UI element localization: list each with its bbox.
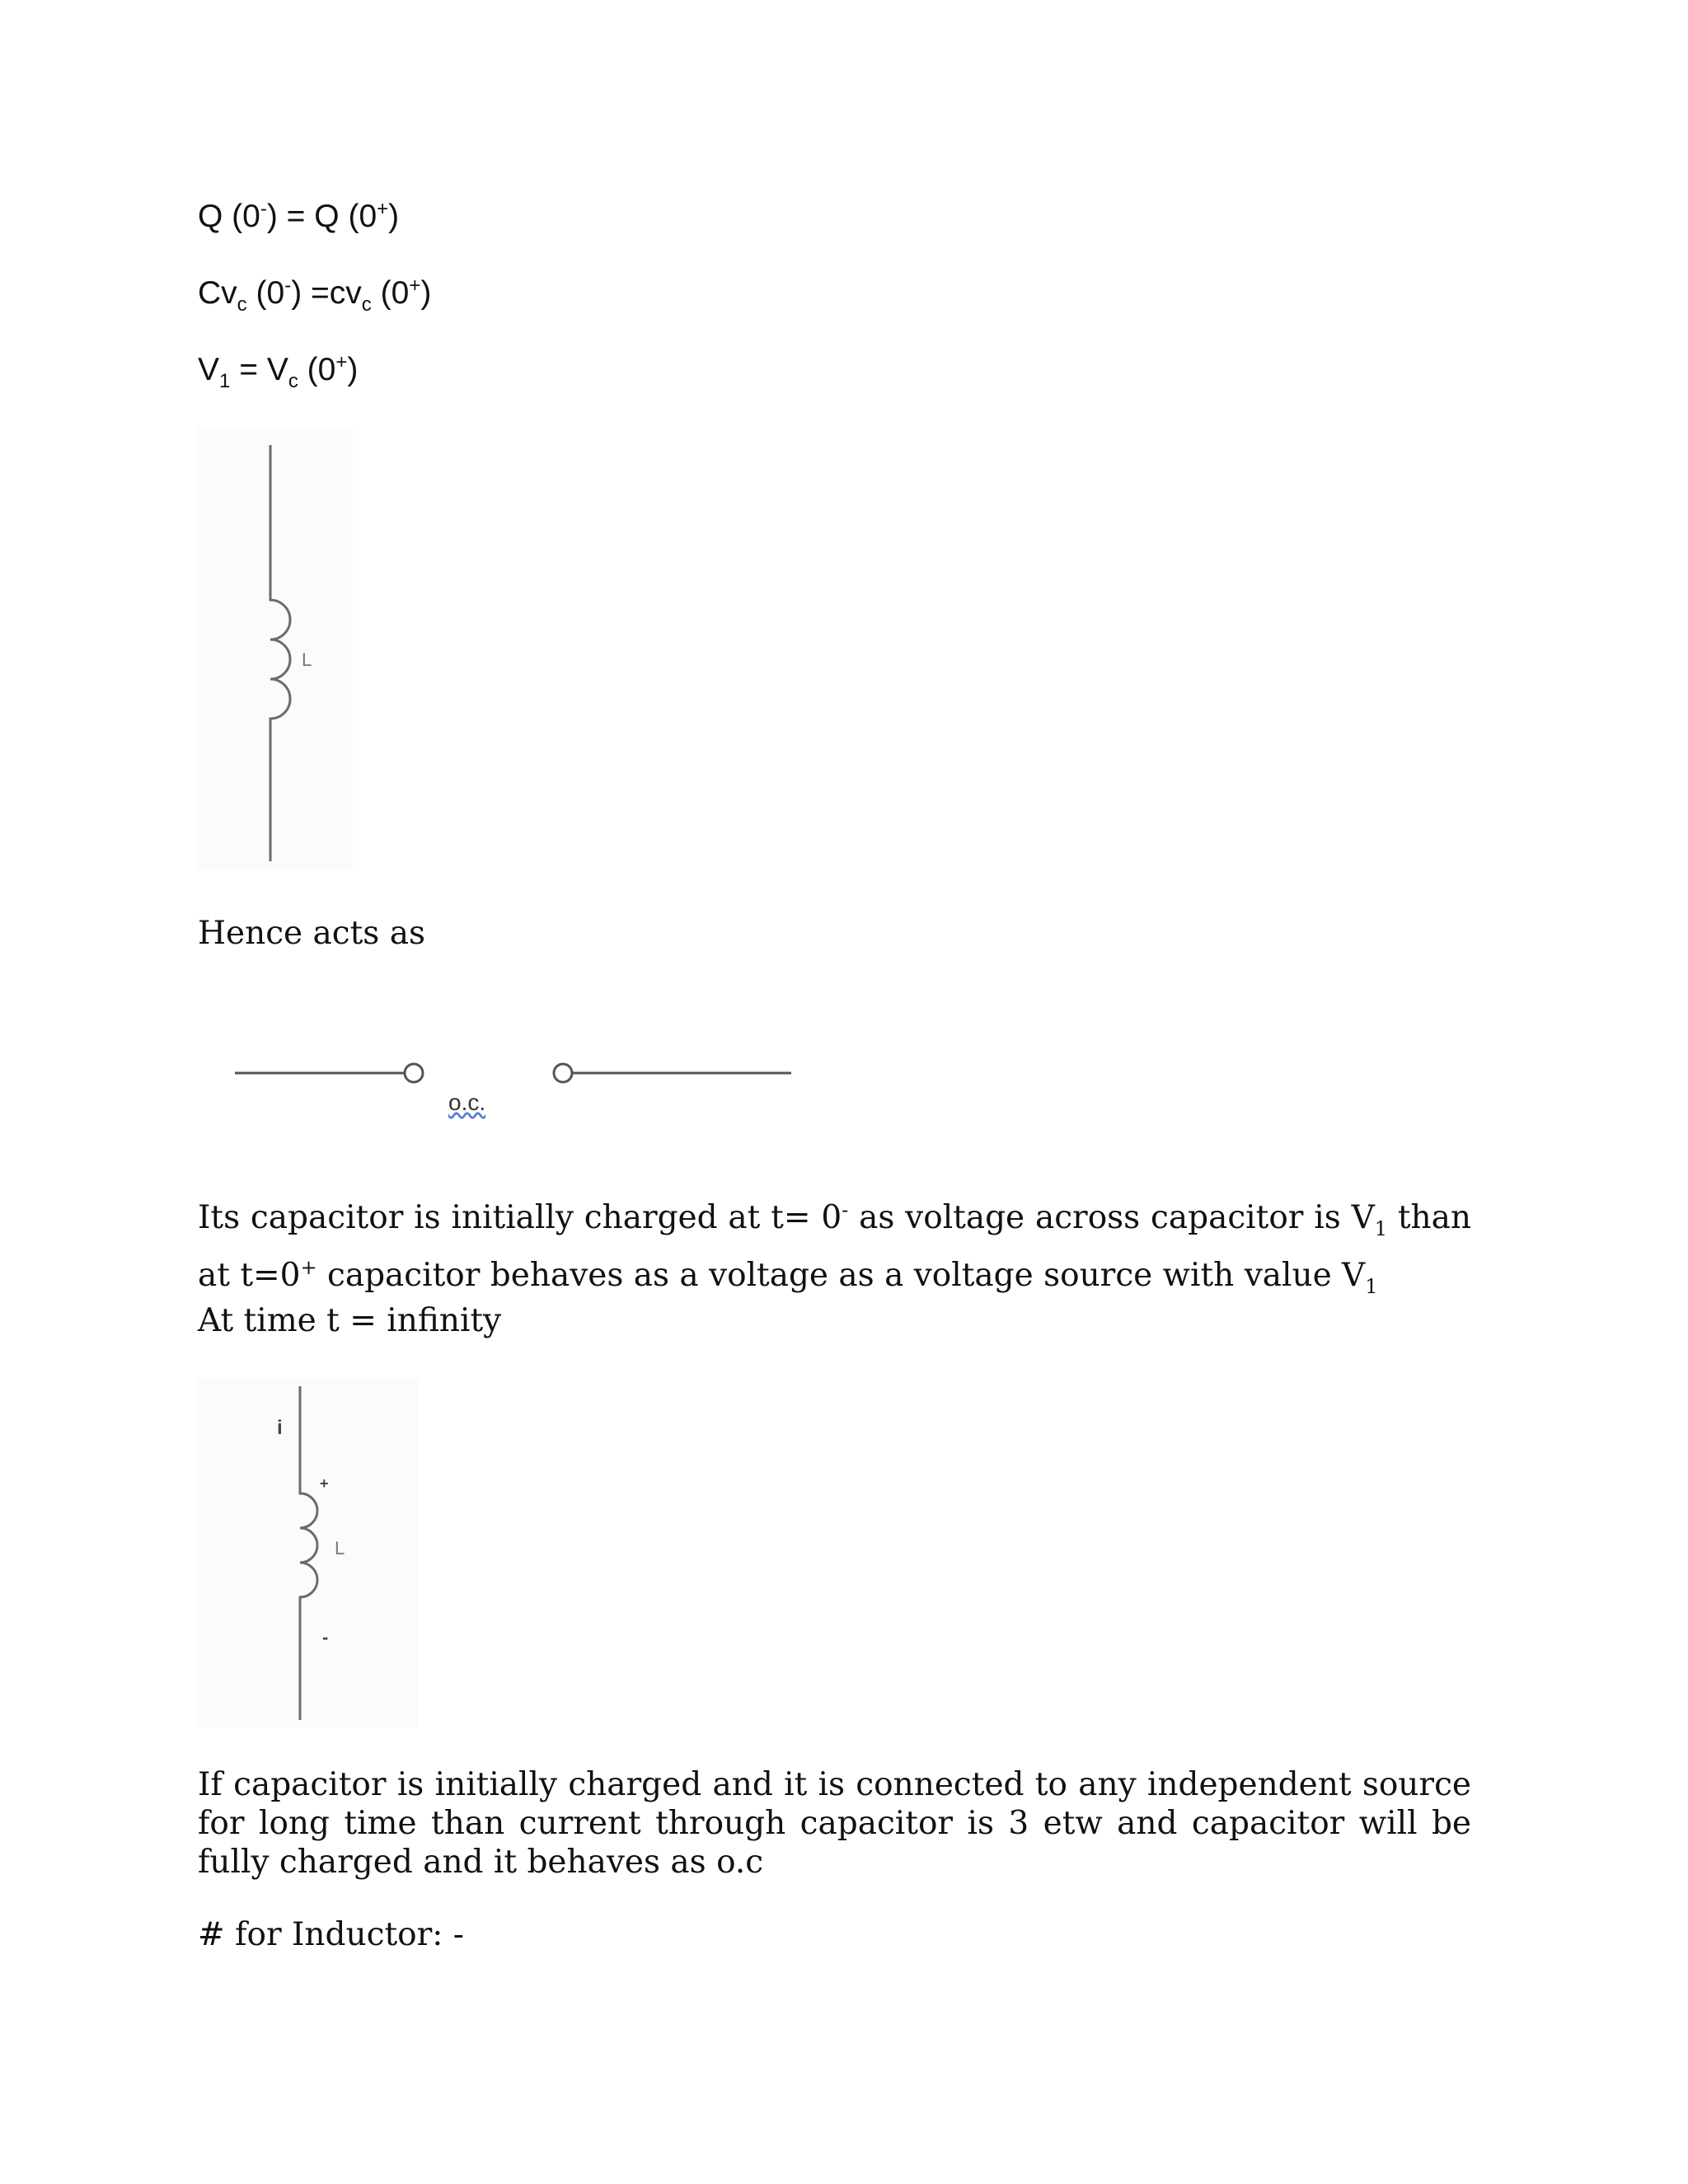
minus-sign: -: [322, 1627, 329, 1647]
open-circuit-figure: [231, 1055, 808, 1137]
equation-charge: Q (0-) = Q (0+): [198, 198, 400, 234]
open-circuit-label: o.c.: [448, 1090, 486, 1115]
plus-sign: +: [320, 1475, 329, 1492]
inductor-label: L: [302, 649, 312, 670]
section-heading-inductor: # for Inductor: -: [198, 1916, 464, 1953]
inductor-label: L: [335, 1538, 345, 1558]
figure-background: [196, 429, 353, 869]
right-terminal: [554, 1064, 572, 1082]
inductor-figure: [196, 429, 353, 869]
left-terminal: [405, 1064, 423, 1082]
current-label: i: [277, 1417, 283, 1439]
equation-v1: $V_1 = V_c$ (0+): [198, 351, 359, 392]
figure-background: [196, 1378, 419, 1728]
paragraph-fully-charged: If capacitor is initially charged and it is connected to any independent source for long time than current through capacitor is 3 etw and capacitor will be fully charged and it behaves as o.c: [198, 1766, 1471, 1881]
equation-cv: $Cv_c$ $(0^-) =cv_c$ (0+): [198, 274, 432, 316]
at-time-text: At time t = infinity: [198, 1302, 502, 1339]
hence-text: Hence acts as: [198, 915, 425, 952]
inductor-current-figure: [196, 1378, 419, 1728]
paragraph-initial-charge: Its capacitor is initially charged at t= 0- as voltage across capacitor is $V_1$ than at t=0+ capacitor behaves as a voltage as a voltage source with value $V_1$: [198, 1198, 1472, 1298]
